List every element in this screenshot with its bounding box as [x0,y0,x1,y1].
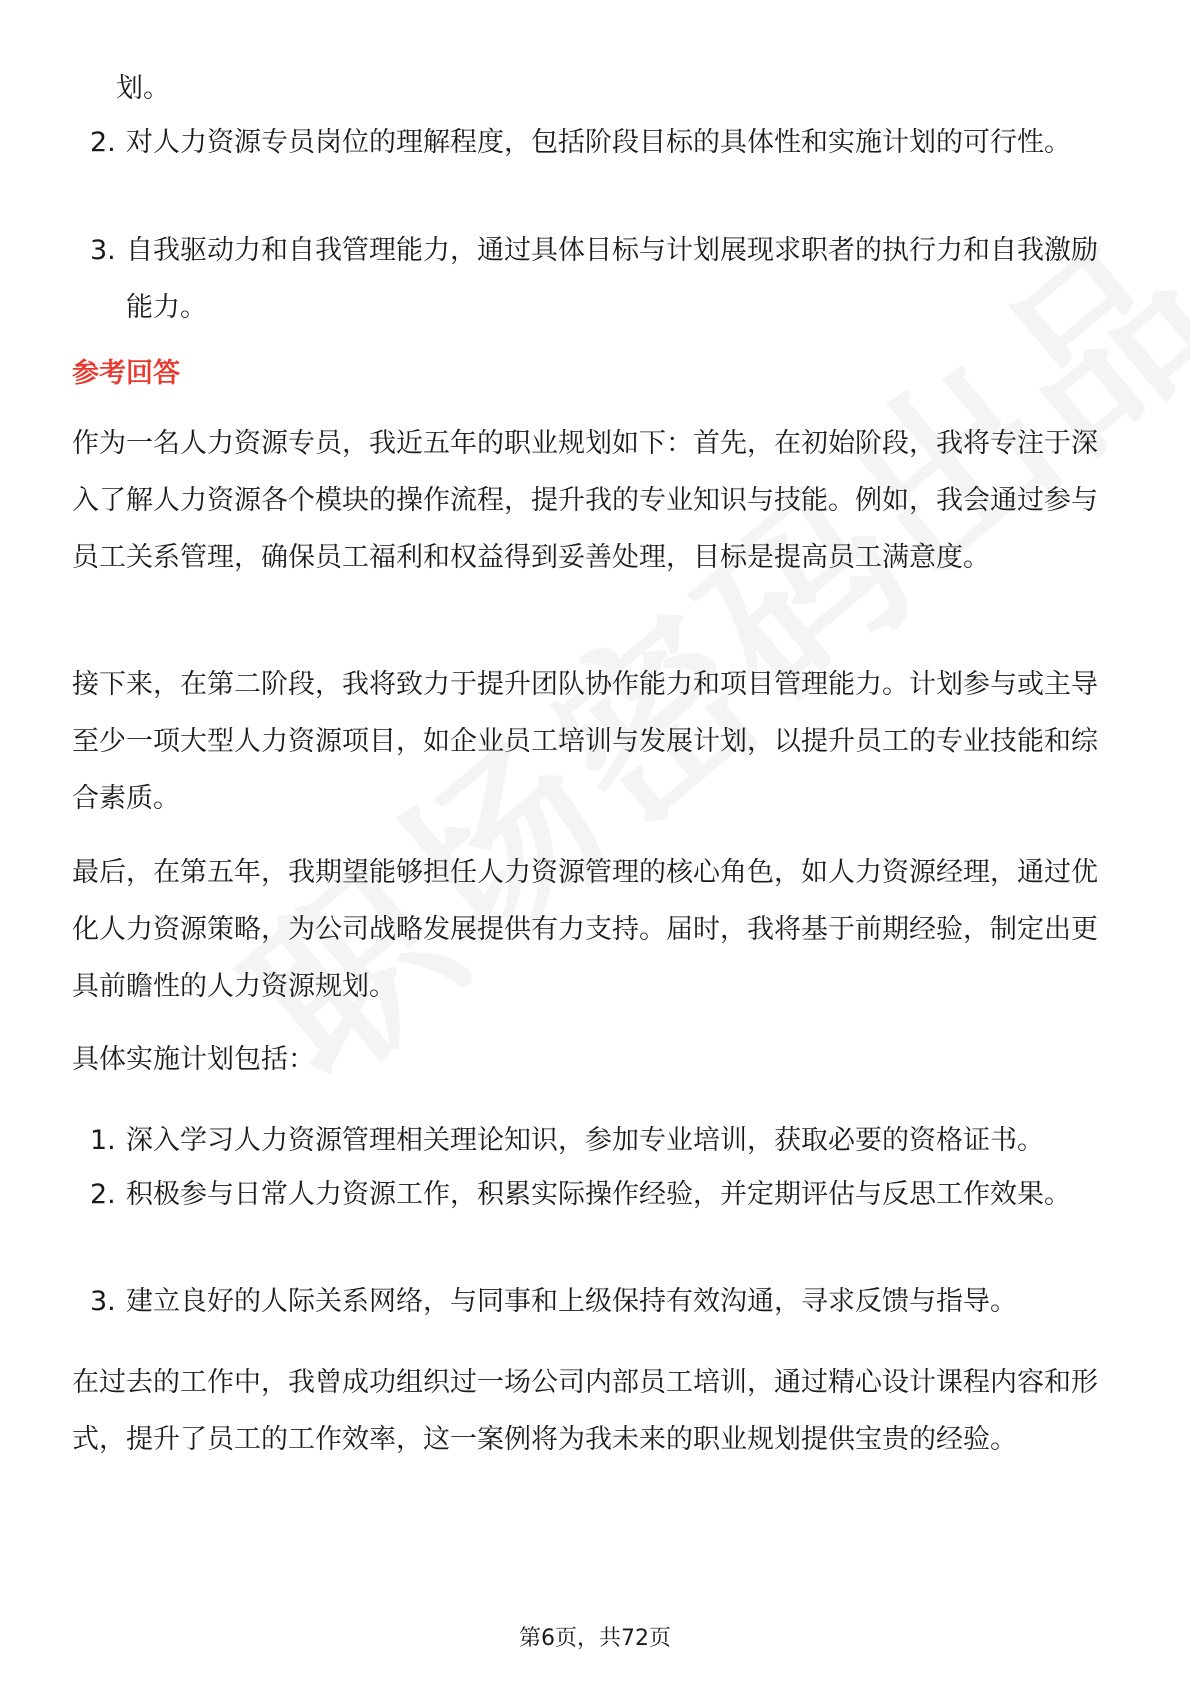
list-item-number: 3. [90,235,116,266]
list-item-number: 2. [90,127,116,158]
answer-paragraph: 接下来，在第二阶段，我将致力于提升团队协作能力和项目管理能力。计划参与或主导至少一项大型人力资源项目，如企业员工培训与发展计划，以提升员工的专业技能和综合素质。 [72,669,1098,814]
list-item-text: 积极参与日常人力资源工作，积累实际操作经验，并定期评估与反思工作效果。 [126,1179,1071,1210]
list-item-text: 建立良好的人际关系网络，与同事和上级保持有效沟通，寻求反馈与指导。 [126,1286,1017,1317]
list-item [90,1166,1110,1223]
list-item-number: 2. [90,1179,116,1210]
list-item-number: 3. [90,1286,116,1317]
answer-paragraph: 具体实施计划包括： [72,1044,315,1075]
list-item-continuation: 划。 [116,73,170,104]
section-heading: 参考回答 [72,358,180,389]
list-item-text: 深入学习人力资源管理相关理论知识，参加专业培训，获取必要的资格证书。 [126,1125,1044,1156]
page-number: 第6页，共72页 [519,1626,671,1651]
list-item [90,1273,1110,1330]
list-item [90,114,1110,171]
answer-paragraph: 作为一名人力资源专员，我近五年的职业规划如下：首先，在初始阶段，我将专注于深入了解人力资源各个模块的操作流程，提升我的专业知识与技能。例如，我会通过参与员工关系管理，确保员工福利和权益得到妥善处理，目标是提高员工满意度。 [72,428,1098,573]
list-item-text: 对人力资源专员岗位的理解程度，包括阶段目标的具体性和实施计划的可行性。 [126,127,1071,158]
list-item-number: 1. [90,1125,116,1156]
answer-paragraph: 在过去的工作中，我曾成功组织过一场公司内部员工培训，通过精心设计课程内容和形式，提升了员工的工作效率，这一案例将为我未来的职业规划提供宝贵的经验。 [72,1367,1098,1455]
list-item-text: 自我驱动力和自我管理能力，通过具体目标与计划展现求职者的执行力和自我激励能力。 [126,235,1098,323]
list-item [90,1112,1110,1169]
answer-paragraph: 最后，在第五年，我期望能够担任人力资源管理的核心角色，如人力资源经理，通过优化人力资源策略，为公司战略发展提供有力支持。届时，我将基于前期经验，制定出更具前瞻性的人力资源规划。 [72,857,1098,1002]
list-item [90,222,1110,336]
